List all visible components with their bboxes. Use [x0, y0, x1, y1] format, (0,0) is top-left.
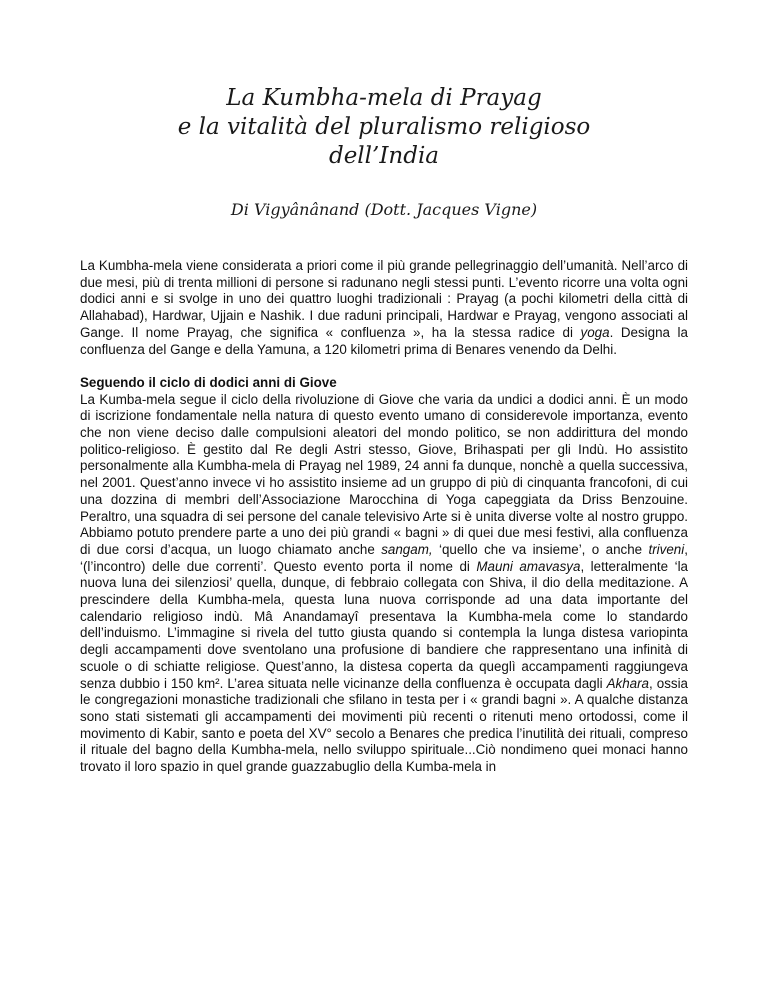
p2-text-e: , ossia le congregazioni monastiche tradizionali che sfilano in testa per i « grandi bagni ». A qualche distanza sono stati sistemati gli accampamenti dei movimenti più recenti o ritenuti meno ortodossi, come il movimento di Kabir, santo e poeta del XV° secolo a Benares che predica l’inutilità dei rituali, compreso il rituale del bagno della Kumbha-mela, nello sviluppo spirituale...Ciò nondimeno quei monaci hanno trovato il loro spazio in quel grande guazzabuglio della Kumba-mela in — [80, 675, 689, 775]
document-title — [0, 84, 768, 171]
title-line-3: dell’India — [328, 143, 440, 169]
p2-term-mauni: Mauni amavasya — [476, 558, 581, 574]
title-line-2: e la vitalità del pluralismo religioso — [177, 114, 591, 140]
title-line-1: La Kumbha-mela di Prayag — [226, 85, 542, 111]
p2-text-b: ‘quello che va insieme’, o anche — [438, 541, 643, 557]
intro-yoga-term: yoga — [580, 324, 610, 340]
p2-text-a: La Kumba-mela segue il ciclo della rivoluzione di Giove che varia da undici a dodici anni. È un modo di iscrizione fondamentale nella natura di questo evento umano di considerevole importanza, evento che non viene deciso dalle compulsioni aleatori del mondo politico, se non addirittura del mondo politico-religioso. È gestito dal Re degli Astri stesso, Giove, Brihaspati per gli Indù. Ho assistito personalmente alla Kumbha-mela di Prayag nel 1989, 24 anni fa dunque, nonchè a quella successiva, nel 2001. Quest’anno invece vi ho assistito insieme ad un gruppo di più di cinquanta francofoni, di cui una dozzina di membri dell’Associazione Marocchina di Yoga capeggiata da Driss Benzouine. Peraltro, una squadra di sei persone del canale televisivo Arte si è unita diverse volte al nostro gruppo. Abbiamo potuto prendere parte a uno dei più grandi « bagni » di quei due mesi festivi, alla confluenza di due corsi d’acqua, un luogo chiamato anche — [80, 391, 688, 557]
author-line: Di Vigyânânand (Dott. Jacques Vigne) — [230, 200, 538, 219]
intro-text-end: . Designa la confluenza del Gange e della Yamuna, a 120 kilometri prima di Benares venendo da Delhi. — [80, 324, 688, 357]
p2-term-triveni: triveni — [648, 541, 685, 557]
body-paragraph-2 — [80, 392, 688, 776]
p2-text-d: , letteralmente ‘la nuova luna dei silenziosi’ quella, dunque, di febbraio collegata con Shiva, il dio della meditazione. A prescindere della Kumbha-mela, questa luna nuova corrisponde ad una data importante del calendario religioso indù. Mâ Anandamayî presentava la Kumbha-mela come lo standardo dell’induismo. L’immagine si rivela del tutto giusta quando si contempla la lunga distesa variopinta degli accampamenti dove sventolano una profusione di bandiere che rappresentano una infinità di scuole o di schiatte religiose. Quest’anno, la distesa coperta da queglì accampamenti raggiungeva senza dubbio i 150 km². L’area situata nelle vicinanze della confluenza è occupata dagli — [80, 558, 688, 691]
intro-paragraph — [80, 258, 688, 358]
intro-text: La Kumbha-mela viene considerata a priori come il più grande pellegrinaggio dell’umanità. Nell’arco di due mesi, più di trenta millioni di persone si radunano negli stessi punti. L’evento ricorre una volta ogni dodici anni e si svolge in uno dei quattro luoghi tradizionali : Prayag (a pochi kilometri della città di Allahabad), Hardwar, Ujjain e Nashik. I due raduni principali, Hardwar e Prayag, vengono associati al Gange. Il nome Prayag, che significa « confluenza », ha la stessa radice di — [80, 258, 688, 340]
p2-text-c: , ‘(l’incontro) delle due correnti’. Questo evento porta il nome di — [80, 541, 688, 574]
body-text — [80, 258, 688, 776]
p2-term-sangam: sangam, — [381, 541, 433, 557]
section-heading: Seguendo il ciclo di dodici anni di Giove — [80, 374, 337, 390]
p2-term-akhara: Akhara — [606, 675, 650, 691]
